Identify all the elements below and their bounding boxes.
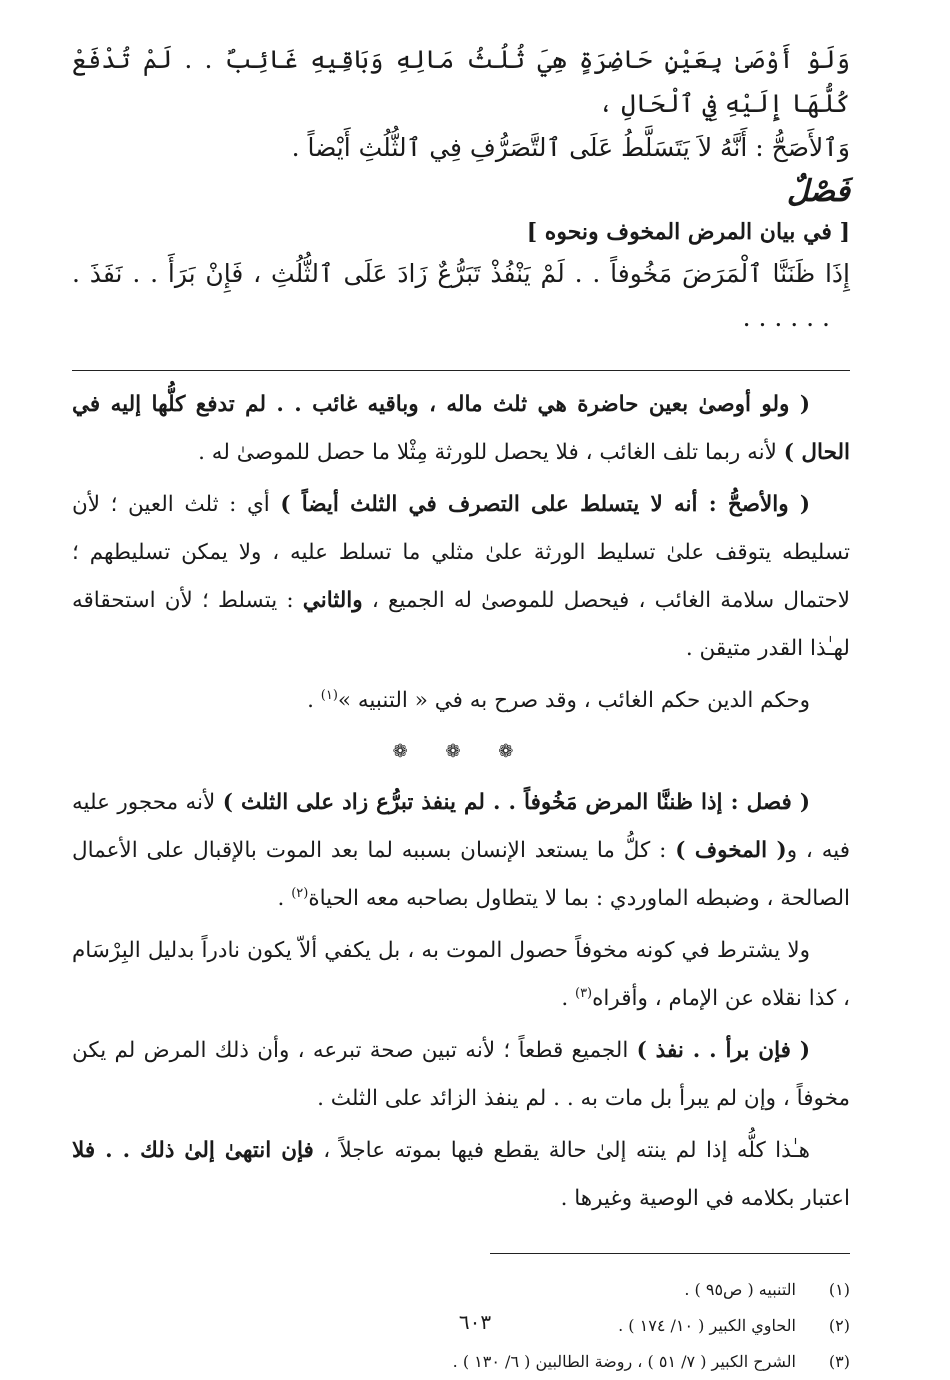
commentary-text: اعتبار بكلامه في الوصية وغيرها . [560,1186,850,1211]
footnote-number: (١) [828,1280,850,1299]
commentary-text: : يتسلط ؛ لأن استحقاقه لهـٰذا القدر متيقن . [72,588,850,661]
footnote-text: الشرح الكبير ( ٧/ ٥١ ) ، روضة الطالبين ( ٦/ ١٣٠ ) . [452,1352,796,1371]
commentary-paragraph [72,1027,850,1123]
matn-line-text: إِذَا ظَنَنَّا ٱلْمَرَضَ مَخُوفاً . . لَمْ يَنْفُذْ تَبَرُّعٌ زَادَ عَلَى ٱلثُّلُثِ ، فَإِنْ بَرَأَ . . نَفَذَ . [72,259,850,288]
commentary-paragraph [72,381,850,477]
commentary-text: ولا يشترط في كونه مخوفاً حصول الموت به ، بل يكفي ألاّ يكون نادراً بدليل البِرْسَام ، كذا نقلاه عن الإمام ، وأقراه [72,938,850,1011]
footnote-ref: (٢) [291,885,309,901]
commentary-paragraph [72,1127,850,1223]
fasl-heading: فَصْلٌ [786,174,850,209]
fasl-subtitle: [ في بيان المرض المخوف ونحوه ] [526,219,850,245]
footnote-divider [490,1253,850,1254]
commentary-paragraph: ولا يشترط في كونه مخوفاً حصول الموت به ، بل يكفي ألاّ يكون نادراً بدليل البِرْسَام ، كذا نقلاه عن الإمام ، وأقراه$^{(٣)}$ . [72,938,850,1011]
bold-term: فإن انتهىٰ إلىٰ ذلك . . فلا [72,1138,314,1163]
matn-line [72,252,850,340]
footnote-ref: (١) [320,687,338,703]
commentary-section [72,381,850,1223]
commentary-paragraph: ( فصل : إذا ظننَّا المرض مَخُوفاً . . لم ينفذ تبرُّع زاد على الثلث ) لأنه محجور عليه فيه ، و( المخوف ) : كلُّ ما يستعد الإنسان بسببه لما بعد الموت بالإقبال على الأعمال الصالحة ، وضبطه الماوردي : بما لا يتطاول بصاحبه معه الحياة$^{(٢)}$ . [72,790,850,911]
footnote-item [72,1344,850,1380]
footnote-item [72,1272,850,1308]
footnote-number: (٣) [828,1352,850,1371]
page-number: ٦٠٣ [458,1310,492,1334]
commentary-text: أي : ثلث العين ؛ لأن تسليطه يتوقف علىٰ تسليط الورثة علىٰ مثلي ما تسلط عليه ، ولا يمكن تسليطهم ؛ لاحتمال سلامة الغائب ، فيحصل للموصىٰ له الجميع ، [72,492,850,613]
matn-ellipsis: . . . . . . [742,303,830,332]
matn-section [72,38,850,340]
commentary-text: هـٰذا كلُّه إذا لم ينته إلىٰ حالة يقطع فيها بموته عاجلاً ، [313,1138,810,1163]
quoted-matn: ( ولو أوصىٰ بعين حاضرة هي ثلث ماله ، وباقيه غائب . . لم تدفع كلُّها إليه في الحال ) [72,392,850,465]
bold-term: والثاني [302,588,363,613]
quoted-matn: ( فإن برأ . . نفذ ) [636,1038,811,1063]
commentary-text: : كلُّ ما يستعد الإنسان بسببه لما بعد الموت بالإقبال على الأعمال الصالحة ، وضبطه الماوردي : بما لا يتطاول بصاحبه معه الحياة [72,838,850,911]
commentary-text: لأنه ربما تلف الغائب ، فلا يحصل للورثة مِثْلا ما حصل للموصىٰ له . [198,440,784,465]
section-ornament: ❁ ❁ ❁ [392,741,530,762]
quoted-matn: ( والأصحُّ : أنه لا يتسلط على التصرف في الثلث أيضاً ) [280,492,810,517]
footnote-number: (٢) [828,1316,850,1335]
footnote-ref: (٣) [574,985,593,1001]
page-body [72,38,850,1380]
footnote-text: التنبيه ( ص٩٥ ) . [684,1280,796,1299]
commentary-text: لأنه محجور عليه فيه ، و [72,790,850,863]
commentary-paragraph: وحكم الدين حكم الغائب ، وقد صرح به في « التنبيه »$^{(١)}$ . [307,687,810,713]
matn-line: وَلَوْ أَوْصَىٰ بِعَيْنٍ حَاضِرَةٍ هِيَ ثُلُثُ مَالِهِ وَبَاقِيهِ غَائِبٌ . . لَمْ تُدْفَعْ كُلُّهَا إِلَيْهِ فِي ٱلْحَالِ ، [72,45,850,118]
bold-term: ( المخوف ) [675,838,787,863]
section-divider [72,370,850,371]
commentary-paragraph [72,481,850,673]
matn-line: وَٱلأَصَحُّ : أَنَّهُ لاَ يَتَسَلَّطُ عَلَى ٱلتَّصَرُّفِ فِي ٱلثُّلُثِ أَيْضاً . [291,133,850,162]
commentary-text: الجميع قطعاً ؛ لأنه تبين صحة تبرعه ، وأن ذلك المرض لم يكن مخوفاً ، وإن لم يبرأ بل مات به . . لم ينفذ الزائد على الثلث . [72,1038,850,1111]
quoted-matn: ( فصل : إذا ظننَّا المرض مَخُوفاً . . لم ينفذ تبرُّع زاد على الثلث ) [222,790,810,815]
commentary-text: وحكم الدين حكم الغائب ، وقد صرح به في « التنبيه » [337,688,810,713]
footnote-text: الحاوي الكبير ( ١٠/ ١٧٤ ) . [618,1316,796,1335]
